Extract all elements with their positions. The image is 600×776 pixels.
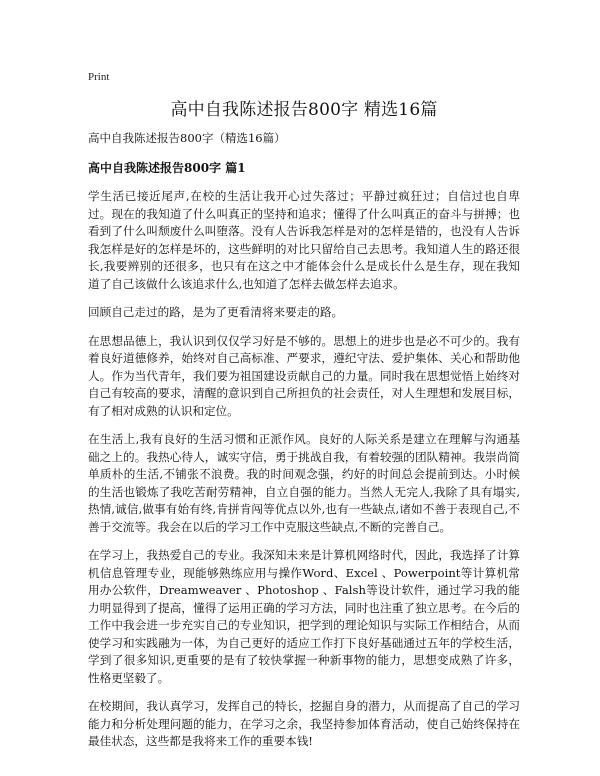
paragraph-5: 在学习上，我热爱自己的专业。我深知未来是计算机网络时代，因此，我选择了计算机信息管理专业，现能够熟练应用与操作Word、Excel 、Powerpoint等计算机常用办公软件，Dreamweaver 、Photoshop 、Falsh等设计软件，通过学习我的能力明显得到了提高，懂得了运用正确的学习方法，同时也注重了独立思考。在今后的工作中我会进一步充实自己的专业知识，把学到的理论知识与实际工作相结合，从而使学习和实践融为一体，为自己更好的适应工作打下良好基础通过五年的学校生活，学到了很多知识,更重要的是有了较快掌握一种新事物的能力，思想变成熟了许多，性格更坚毅了。 bbox=[88, 548, 520, 685]
paragraph-3: 在思想品德上，我认识到仅仅学习好是不够的。思想上的进步也是必不可少的。我有着良好道德修养，始终对自己高标准、严要求，遵纪守法、爱护集体、关心和帮助他人。作为当代青年，我们要为祖国建设贡献自己的力量。同时我在思想觉悟上始终对自己有较高的要求，清醒的意识到自己所担负的社会责任，对人生理想和发展目标，有了相对成熟的认识和定位。 bbox=[88, 333, 520, 418]
paragraph-1: 学生活已接近尾声,在校的生活让我开心过失落过；平静过疯狂过；自信过也自卑过。现在的我知道了什么叫真正的坚持和追求；懂得了什么叫真正的奋斗与拼搏；也看到了什么叫颓废什么叫堕落。没有人告诉我怎样是对的怎样是错的，也没有人告诉我怎样是好的怎样是坏的，这些鲜明的对比只留给自己去思考。我知道人生的路还很长,我要辨别的还很多，也只有在这之中才能体会什么是成长什么是生存，现在我知道了自己该做什么该追求什么,也知道了怎样去做怎样去追求。 bbox=[88, 189, 520, 291]
paragraph-2: 回顾自己走过的路，是为了更看清将来要走的路。 bbox=[88, 305, 344, 319]
paragraph-4: 在生活上,我有良好的生活习惯和正派作风。良好的人际关系是建立在理解与沟通基础之上的。我热心待人，诚实守信，勇于挑战自我，有着较强的团队精神。我崇尚简单质朴的生活,不铺张不浪费。我的时间观念强，约好的时间总会提前到达。小时候的生活也锻炼了我吃苦耐劳精神，自立自强的能力。当然人无完人,我除了具有塌实,热情,诚信,做事有始有终,肯拼肯闯等优点以外,也有一些缺点,诸如不善于表现自己,不善于交流等。我会在以后的学习工作中克服这些缺点,不断的完善自己。 bbox=[88, 432, 520, 534]
section-heading: 高中自我陈述报告800字 篇1 bbox=[88, 161, 246, 175]
document-title: 高中自我陈述报告800字 精选16篇 bbox=[170, 100, 438, 120]
document-subtitle: 高中自我陈述报告800字（精选16篇） bbox=[88, 131, 286, 145]
document-page bbox=[88, 70, 520, 762]
print-link[interactable]: Print bbox=[88, 71, 110, 83]
paragraph-6: 在校期间，我认真学习，发挥自己的特长，挖掘自身的潜力，从而提高了自己的学习能力和分析处理问题的能力，在学习之余，我坚持参加体育活动，使自己始终保持在最佳状态，这些都是我将来工作的重要本钱! bbox=[88, 699, 520, 748]
